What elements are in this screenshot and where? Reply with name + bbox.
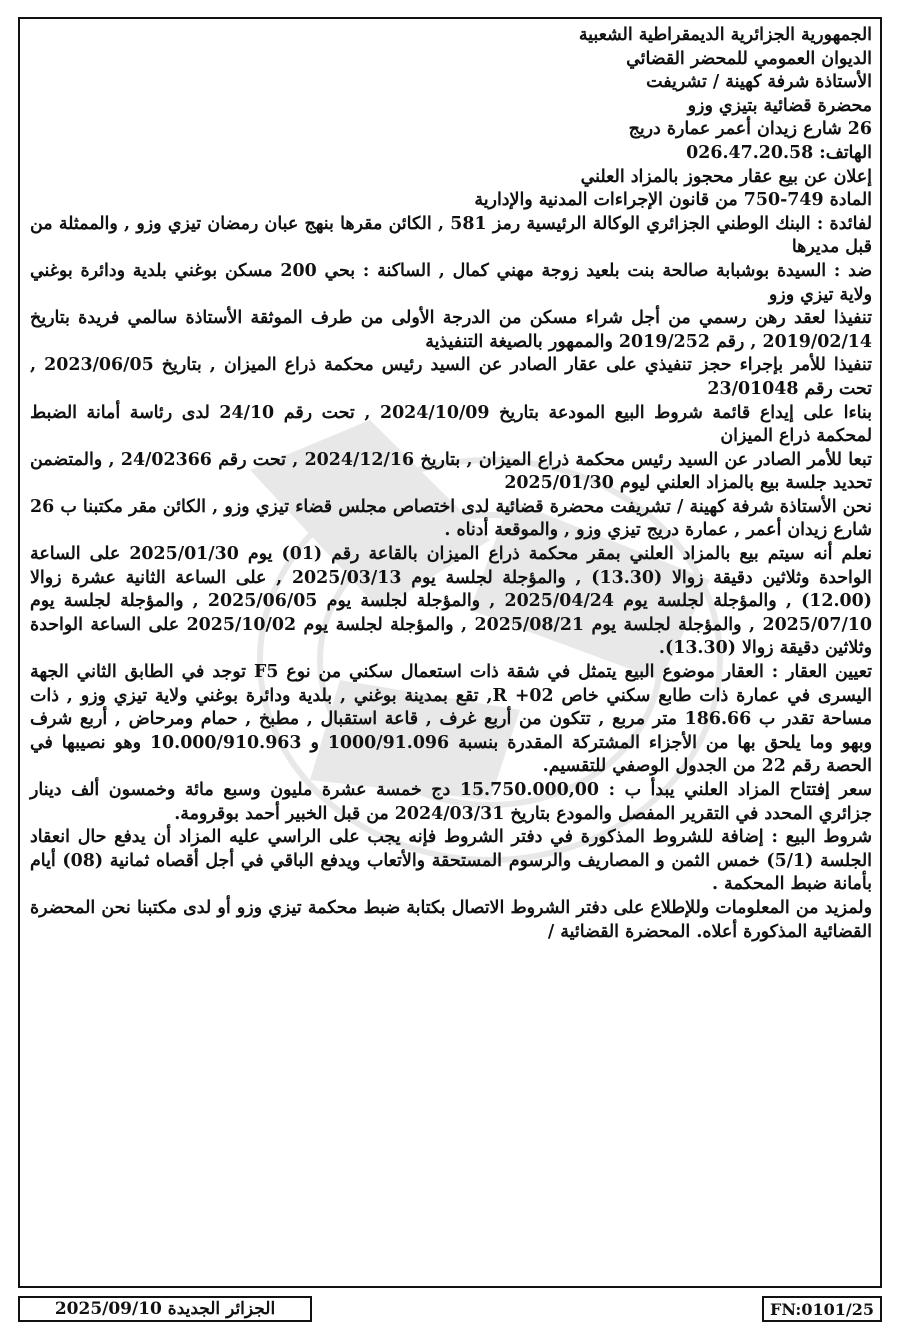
header-line-office: الديوان العمومي للمحضر القضائي [626,48,872,69]
paragraph-opening-price: سعر إفتتاح المزاد العلني يبدأ ب : 15.750.000,00 دج خمسة عشرة مليون وسبع مائة وخمسون ألف دينار جزائري المحدد في التقرير المفصل والمودع بتاريخ 2024/03/31 من قبل الخبير أحمد بوقرومة. [30,780,872,824]
paragraph-against: ضد : السيدة بوشبابة صالحة بنت بلعيد زوجة مهني كمال , الساكنة : بحي 200 مسكن بوغني بلدية ودائرة بوغني ولاية تيزي وزو [30,260,872,305]
paragraph-conditions-deposit: بناءا على إيداع قائمة شروط البيع المودعة بتاريخ 2024/10/09 , تحت رقم 24/10 لدى رئاسة أمانة الضبط لمحكمة ذراع الميزان [30,402,873,447]
paragraph-sale-order: تبعا للأمر الصادر عن السيد رئيس محكمة ذراع الميزان , بتاريخ 2024/12/16 , تحت رقم 24/02366 , والمتضمن تحديد جلسة بيع بالمزاد العلني ليوم 2025/01/30 [30,449,872,494]
paragraph-property-description: تعيين العقار : العقار موضوع البيع يتمثل في شقة ذات استعمال سكني من نوع F5 توجد في الطابق الثاني الجهة اليسرى في عمارة ذات طابع سكني خاص R +02, تقع بمدينة بوغني , بلدية ودائرة بوغني ولاية تيزي وزو , ذات مساحة تقدر ب 186.66 متر مربع , تتكون من أربع غرف , قاعة استقبال , مطبخ , حمام ومرحاض , أربع شرف وبهو وما يلحق بها من الأجزاء المشتركة المقدرة بنسبة 1000/91.096 و 10.000/910.963 وهو نصيبها في الحصة رقم 22 من الجدول الوصفي للتقسيم. [30,662,873,777]
paragraph-contact: ولمزيد من المعلومات وللإطلاع على دفتر الشروط الاتصال بكتابة ضبط محكمة تيزي وزو أو لدى مكتبنا نحن المحضرة القضائية المذكورة أعلاه. المحضرة القضائية / [30,897,872,942]
announcement-title: إعلان عن بيع عقار محجوز بالمزاد العلني [580,166,872,187]
paragraph-sale-schedule: نعلم أنه سيتم بيع بالمزاد العلني بمقر محكمة ذراع الميزان بالقاعة رقم (01) يوم 2025/01/30 على الساعة الواحدة وثلاثين دقيقة زوالا (13.30) , والمؤجلة لجلسة يوم 2025/03/13 , على الساعة الثانية عشرة زوالا (12.00) , والمؤجلة لجلسة يوم 2025/04/24 , والمؤجلة لجلسة يوم 2025/06/05 , والمؤجلة لجلسة يوم 2025/07/10 , والمؤجلة لجلسة يوم 2025/08/21 , والمؤجلة لجلسة يوم 2025/10/02 على الساعة الواحدة وثلاثين دقيقة زوالا (13.30). [30,544,873,659]
paragraph-mortgage: تنفيذا لعقد رهن رسمي من أجل شراء مسكن من الدرجة الأولى من طرف الموثقة الأستاذة سالمي فريدة بتاريخ 2019/02/14 , رقم 2019/252 والممهور بالصيغة التنفيذية [30,308,872,352]
header-line-bailiff-city: محضرة قضائية بتيزي وزو [687,95,872,116]
header-line-phone: الهاتف: 026.47.20.58 [686,142,872,163]
paragraph-seizure-order: تنفيذا للأمر بإجراء حجز تنفيذي على عقار الصادر عن السيد رئيس محكمة ذراع الميزان , بتاريخ 2023/06/05 , تحت رقم 23/01048 [30,355,873,399]
header-line-bailiff-name: الأستاذة شرفة كهينة / تشريفت [646,72,872,93]
paragraph-bailiff: نحن الأستاذة شرفة كهينة / تشريفت محضرة قضائية لدى اختصاص مجلس قضاء تيزي وزو , الكائن مقر مكتبنا ب 26 شارع زيدان أعمر , عمارة دريج تيزي وزو , والموقعة أدناه . [30,496,872,541]
header-line-address: 26 شارع زيدان أعمر عمارة دريج [628,119,872,140]
law-reference: المادة 749-750 من قانون الإجراءات المدنية والإدارية [474,190,872,211]
header-line-republic: الجمهورية الجزائرية الديمقراطية الشعبية [578,25,872,45]
paragraph-sale-terms: شروط البيع : إضافة للشروط المذكورة في دفتر الشروط فإنه يجب على الراسي عليه المزاد أن يدفع حال انعقاد الجلسة (5/1) خمس الثمن و المصاريف والرسوم المستحقة والأتعاب ويدفع الباقي في أجل أقصاه ثمانية (08) أيام بأمانة ضبط المحكمة . [30,827,872,895]
reference-code-box: FN:0101/25 [762,1296,882,1322]
paragraph-beneficiary: لفائدة : البنك الوطني الجزائري الوكالة الرئيسية رمز 581 , الكائن مقرها بنهج عبان رمضان تيزي وزو , والممثلة من قبل مديرها [30,213,872,258]
newspaper-date-box: الجزائر الجديدة 2025/09/10 [18,1296,312,1322]
announcement-body [30,24,872,944]
